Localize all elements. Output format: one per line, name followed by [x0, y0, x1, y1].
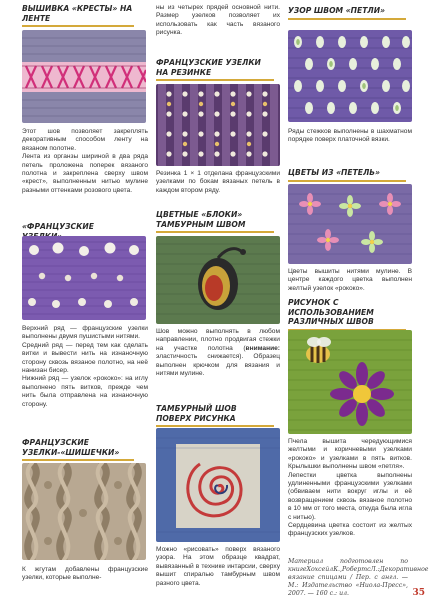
photo-knots-on-rib [156, 84, 280, 166]
paragraph: Резинка 1 × 1 отделана французскими узелками по бокам вязаных петель в каждом втором ряду. [156, 170, 280, 194]
paragraph: Нижний ряд — узелок «рококо»: на иглу выполнено пять витков, прежде чем нить была отправлена на изнаночную сторону. [22, 375, 148, 408]
text-run: эластичность снижается). Образец выполнен крючком для вязания и нитями мулине. [156, 353, 280, 378]
photo-chain-stitch-motif [156, 236, 280, 324]
paragraph: Этот шов позволяет закреплять декоративным способом ленту на вязаном полотне. [22, 128, 148, 152]
section-title-loop-pattern: УЗОР ШВОМ «ПЕТЛИ» [288, 6, 385, 15]
paragraph: Лепестки цветка выполнены удлиненными французскими узелками (обвиваем нити вокруг иглы и её возвращением сквозь вязаное полотно в 10 мм от того места, откуда была игла с нитью). [288, 471, 412, 521]
title-rule [156, 231, 274, 233]
photo-loop-stitches [288, 30, 412, 122]
title-rule [156, 79, 274, 81]
paragraph: Верхний ряд — французские узелки выполнены двумя пушистыми нитями. [22, 325, 148, 341]
section-title-bobble-knots: ФРАНЦУЗСКИЕ УЗЕЛКИ-«ШИШЕЧКИ» [22, 438, 120, 457]
photo-loop-flowers [288, 184, 412, 264]
paragraph: Ряды стежков выполнены в шахматном порядке поверх платочной вязки. [288, 128, 412, 144]
paragraph [156, 328, 280, 378]
paragraph: Лента из органзы шириной в два ряда петель проложена поперек вязаного полотна и закреплена сверху швом «крест», выполненным нитью мулине разными оттенками розового цвета. [22, 153, 148, 194]
paragraph: Сердцевина цветка состоит из желтых французских узелков. [288, 522, 412, 538]
title-rule [288, 18, 406, 20]
text-run: Шов можно выполнять в любом направлении, плотно продвигая стежки на участке полотна ( [156, 328, 280, 352]
section-title-knots-on-rib: ФРАНЦУЗСКИЕ УЗЕЛКИ НА РЕЗИНКЕ [156, 58, 261, 77]
photo-spiral-over-square [156, 428, 280, 542]
title-rule [156, 425, 274, 427]
bibliography-note: Материал подготовлен по книгеХохсейлК.,РобертсЛ.:Декоративное вязание спицами / Пер. с англ. — М.: Издательство «Ниола-Пресс», 2007. — 160 с.: ил. [288, 558, 429, 598]
title-rule [288, 180, 406, 182]
photo-bee-and-flower [288, 330, 412, 434]
photo-french-knots [22, 236, 146, 320]
text-run-bold: внимание: [245, 344, 280, 352]
page-number: 35 [412, 588, 425, 598]
section-title-crosses-on-ribbon: ВЫШИВКА «КРЕСТЫ» НА ЛЕНТЕ [22, 4, 133, 23]
section-title-mixed-stitches: РИСУНОК С ИСПОЛЬЗОВАНИЕМ РАЗЛИЧНЫХ ШВОВ [288, 298, 374, 326]
paragraph: Пчела вышита чередующимися желтыми и коричневыми узелками «рококо» и узелками в пять витков. Крылышки выполнены швом «петля». [288, 438, 412, 471]
paragraph: Средний ряд — перед тем как сделать витки и вывести нить на изнаночную сторону сквозь вязаное полотно, на неё нанизан бисер. [22, 341, 148, 375]
section-title-chain-over-pattern: ТАМБУРНЫЙ ШОВ ПОВЕРХ РИСУНКА [156, 404, 237, 423]
title-rule [22, 25, 134, 27]
section-title-loop-flowers: ЦВЕТЫ ИЗ «ПЕТЕЛЬ» [288, 168, 380, 177]
photo-cables-with-knots [22, 463, 146, 560]
photo-crosses-on-ribbon [22, 30, 146, 123]
paragraph: Цветы вышиты нитями мулине. В центре каждого цветка выполнен желтый узелок «рококо». [288, 268, 412, 292]
section-title-french-knots: «ФРАНЦУЗСКИЕ [22, 222, 94, 231]
paragraph: Можно «рисовать» поверх вязаного узора. На этом образце квадрат, вывязанный в технике интарсии, сверху вышит спиралью тамбурным швом разного цвета. [156, 546, 280, 587]
paragraph: К жгутам добавлены французские узелки, которые выполне- [22, 566, 148, 582]
paragraph: ны из четырех прядей основной нити. Размер узелков позволяет их использовать как часть вязаного рисунка. [156, 4, 280, 37]
section-title-color-blocks: ЦВЕТНЫЕ «БЛОКИ» ТАМБУРНЫМ ШВОМ [156, 210, 246, 229]
title-rule [22, 459, 134, 461]
